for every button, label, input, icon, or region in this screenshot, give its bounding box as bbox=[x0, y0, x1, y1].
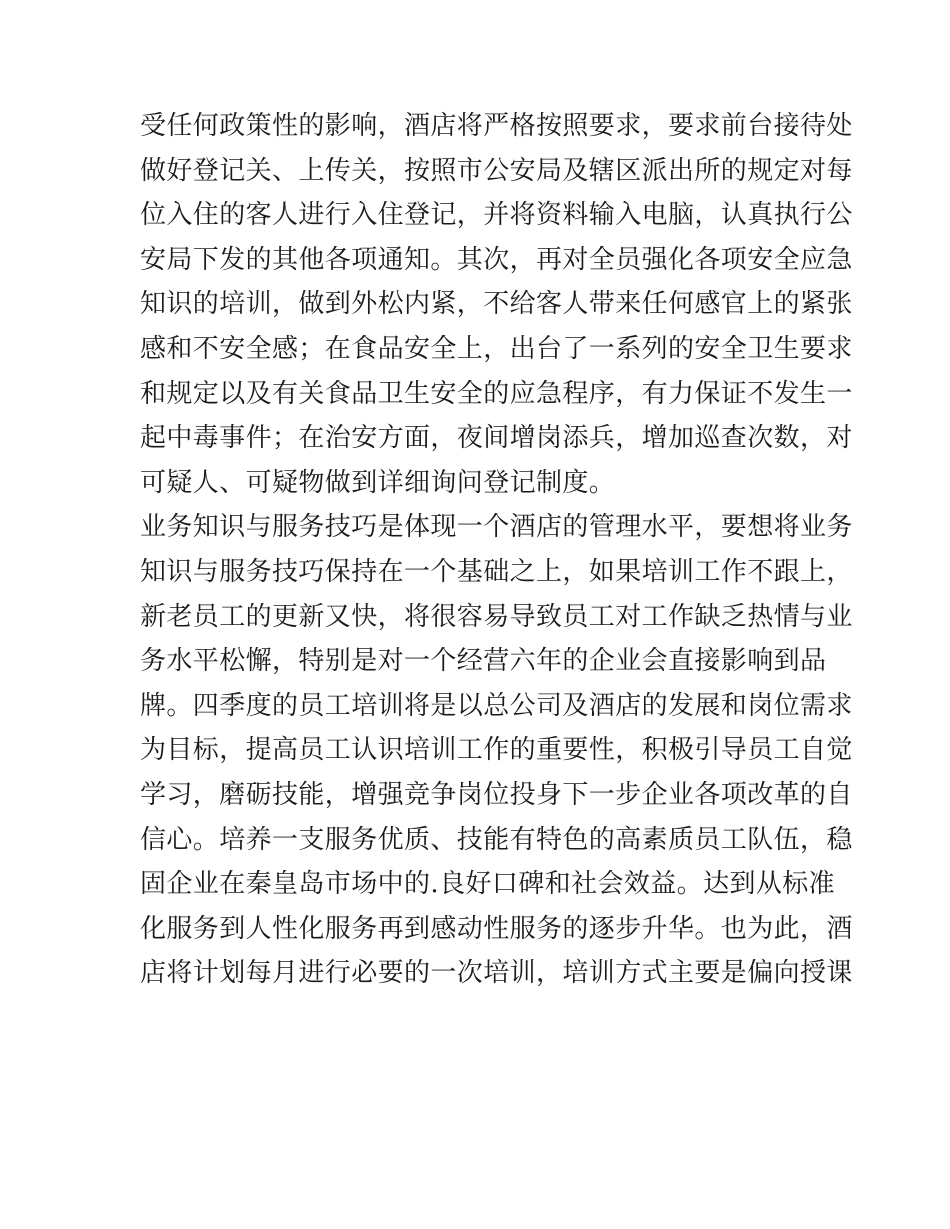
text-line: 做好登记关、上传关，按照市公安局及辖区派出所的规定对每 bbox=[140, 155, 853, 186]
text-line: 感和不安全感；在食品安全上，出台了一系列的安全卫生要求 bbox=[140, 333, 853, 364]
text-line: 受任何政策性的影响，酒店将严格按照要求，要求前台接待处 bbox=[140, 111, 853, 141]
text-line: 起中毒事件；在治安方面，夜间增岗添兵，增加巡查次数，对 bbox=[140, 423, 853, 454]
text-line: 位入住的客人进行入住登记，并将资料输入电脑，认真执行公 bbox=[140, 200, 853, 231]
text-line: 固企业在秦皇岛市场中的.良好口碑和社会效益。达到从标准 bbox=[140, 869, 836, 900]
text-line: 业务知识与服务技巧是体现一个酒店的管理水平，要想将业务 bbox=[140, 512, 853, 543]
body-text bbox=[140, 104, 853, 996]
text-line: 化服务到人性化服务再到感动性服务的逐步升华。也为此，酒 bbox=[140, 913, 853, 944]
text-line: 知识与服务技巧保持在一个基础之上，如果培训工作不跟上， bbox=[140, 556, 853, 587]
text-line: 可疑人、可疑物做到详细询问登记制度。 bbox=[140, 467, 616, 498]
text-line: 牌。四季度的员工培训将是以总公司及酒店的发展和岗位需求 bbox=[140, 690, 853, 721]
text-line: 学习，磨砺技能，增强竞争岗位投身下一步企业各项改革的自 bbox=[140, 779, 853, 810]
text-line: 为目标，提高员工认识培训工作的重要性，积极引导员工自觉 bbox=[140, 735, 853, 766]
text-line: 安局下发的其他各项通知。其次，再对全员强化各项安全应急 bbox=[140, 244, 853, 275]
text-line: 新老员工的更新又快，将很容易导致员工对工作缺乏热情与业 bbox=[140, 601, 853, 632]
text-line: 信心。培养一支服务优质、技能有特色的高素质员工队伍，稳 bbox=[140, 824, 853, 855]
text-line: 店将计划每月进行必要的一次培训，培训方式主要是偏向授课 bbox=[140, 958, 853, 989]
text-line: 务水平松懈，特别是对一个经营六年的企业会直接影响到品 bbox=[140, 646, 827, 677]
text-line: 和规定以及有关食品卫生安全的应急程序，有力保证不发生一 bbox=[140, 378, 853, 409]
text-line: 知识的培训，做到外松内紧，不给客人带来任何感官上的紧张 bbox=[140, 289, 853, 320]
